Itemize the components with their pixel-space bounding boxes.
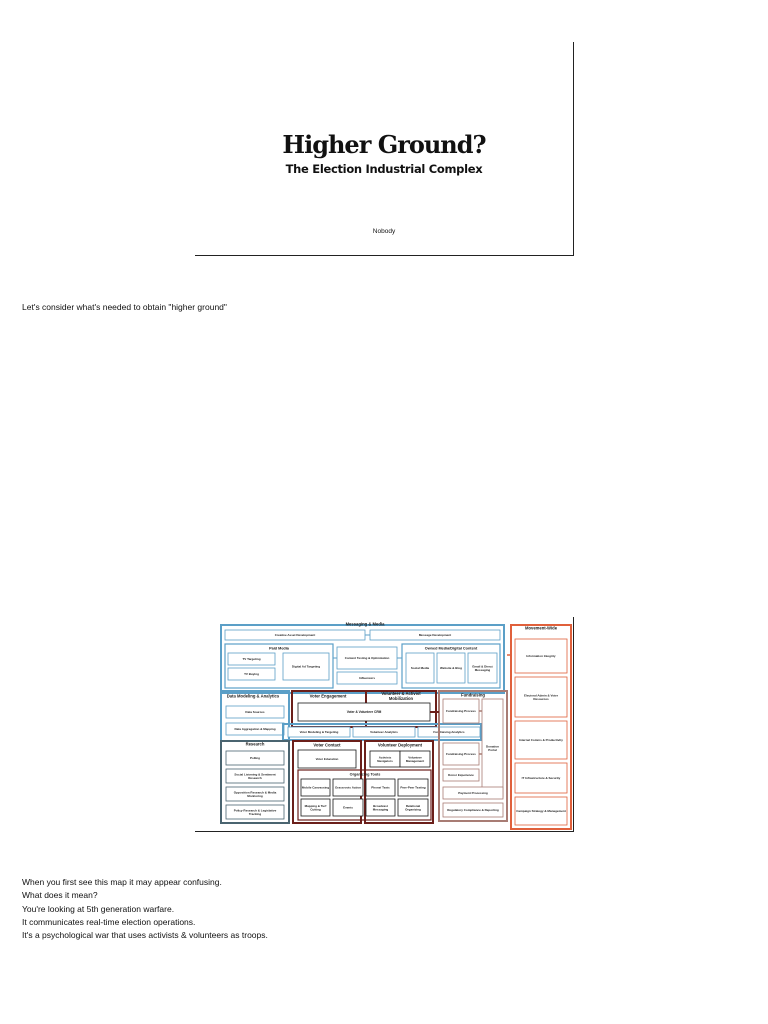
voter-modeling-box-label: Voter Modeling & Targeting <box>299 730 339 735</box>
voter-engagement-heading: Voter Engagement <box>309 693 347 699</box>
digital-ad-box-label: Digital Ad Targeting <box>291 664 321 669</box>
mobile-canvassing-box-label: Mobile Canvassing <box>301 785 330 790</box>
speaker-note-1: Let's consider what's needed to obtain "higher ground" <box>22 302 227 312</box>
volunteer-management-box-label: Volunteer Management <box>405 755 425 763</box>
title-slide <box>195 42 574 256</box>
social-media-box-label: Social Media <box>410 666 430 671</box>
grassroots-action-box-label: Grassroots Action <box>334 785 362 790</box>
fundraising-process-box-label: Fundraising Process <box>446 709 476 714</box>
volunteer-mobilization-heading: Volunteer & Activist Mobilization <box>381 691 421 701</box>
data-aggregation-box-label: Data Aggregation & Mapping <box>234 727 276 732</box>
policy-research-box-label: Policy Research & Legislative Tracking <box>233 808 277 816</box>
social-listening-box-label: Social Listening & Sentiment Research <box>234 772 276 780</box>
payment-processing-box-label: Payment Processing <box>458 791 488 796</box>
donor-experience-box-label: Donor Experience <box>448 773 474 778</box>
note-line: You're looking at 5th generation warfare. <box>22 903 175 914</box>
voter-education-box-label: Voter Education <box>315 757 339 762</box>
slide-author: Nobody <box>372 228 396 235</box>
tv-targeting-box-label: TV Targeting <box>242 657 261 662</box>
speaker-note-2 <box>22 876 268 942</box>
message-dev-box-label: Message Development <box>418 633 452 638</box>
activists-navigators-box-label: Activists Navigators <box>377 755 393 763</box>
slide-subtitle: The Election Industrial Complex <box>285 162 483 176</box>
internal-comms-box-label: Internal Comms & Productivity <box>519 738 563 743</box>
email-messaging-box-label: Email & Direct Messaging <box>472 664 493 672</box>
data-modeling-heading: Data Modeling & Analytics <box>226 693 280 699</box>
mapping-turf-box-label: Mapping & Turf Cutting <box>304 803 327 812</box>
note-line: It communicates real-time election operations. <box>22 916 196 927</box>
creative-asset-box-label: Creative Asset Development <box>274 633 316 638</box>
donation-portal-box-label: Donation Portal <box>486 744 499 752</box>
paid-media-heading: Paid Media <box>269 646 289 651</box>
campaign-strategy-box-label: Campaign Strategy & Management <box>516 809 566 814</box>
peer-peer-box-label: Peer-Peer Texting <box>400 785 426 790</box>
volunteer-analytics-box-label: Volunteer Analytics <box>370 730 398 735</box>
relational-organizing-box-label: Relational Organizing <box>405 803 421 812</box>
regulatory-box-label: Regulatory Compliance & Reporting <box>447 808 499 813</box>
movement-wide-heading: Movement-Wide <box>524 625 558 631</box>
influencers-box-label: Influencers <box>358 676 376 681</box>
content-testing-box-label: Content Testing & Optimization <box>344 656 390 661</box>
data-sources-box-label: Data Sources <box>245 710 265 715</box>
note-line: When you first see this map it may appear confusing. <box>22 877 222 887</box>
it-infra-box-label: IT Infrastructure & Security <box>521 776 561 781</box>
opposition-research-box-label: Opposition Research & Media Monitoring <box>233 790 277 798</box>
organizing-tools-heading: Organizing Tools <box>349 772 381 777</box>
fundraising-process2-box-label: Fundraising Process <box>446 752 476 757</box>
slide-title: Higher Ground? <box>282 130 486 159</box>
note-line: It's a psychological war that uses activists & volunteers as troops. <box>22 930 268 941</box>
polling-box-label: Polling <box>250 756 260 761</box>
broadcast-messaging-box-label: Broadcast Messaging <box>372 803 389 812</box>
research-heading: Research <box>245 741 265 747</box>
phone-texts-box-label: Phone/ Texts <box>371 785 390 790</box>
voter-crm-box-label: Voter & Volunteer CRM <box>346 710 382 715</box>
volunteer-deployment-heading: Volunteer Deployment <box>377 742 423 748</box>
voter-contact-heading: Voter Contact <box>313 742 341 748</box>
fundraising-analytics-box-label: Fundraising Analytics <box>433 730 465 735</box>
website-blog-box-label: Website & Blog <box>440 666 462 671</box>
election-admin-box-label: Electoral Admin & Voter Resources <box>523 693 559 701</box>
fundraising-heading: Fundraising <box>461 692 485 698</box>
election-map-slide <box>195 617 574 832</box>
messaging-media-heading: Messaging & Media <box>345 621 385 627</box>
events-box-label: Events <box>343 805 353 810</box>
tv-buying-box-label: TV Buying <box>244 672 259 677</box>
election-map-diagram <box>195 617 574 832</box>
info-integrity-box-label: Information Integrity <box>526 654 556 659</box>
owned-media-heading: Owned Media/Digital Content <box>424 646 478 651</box>
note-line: What does it mean? <box>22 890 98 901</box>
